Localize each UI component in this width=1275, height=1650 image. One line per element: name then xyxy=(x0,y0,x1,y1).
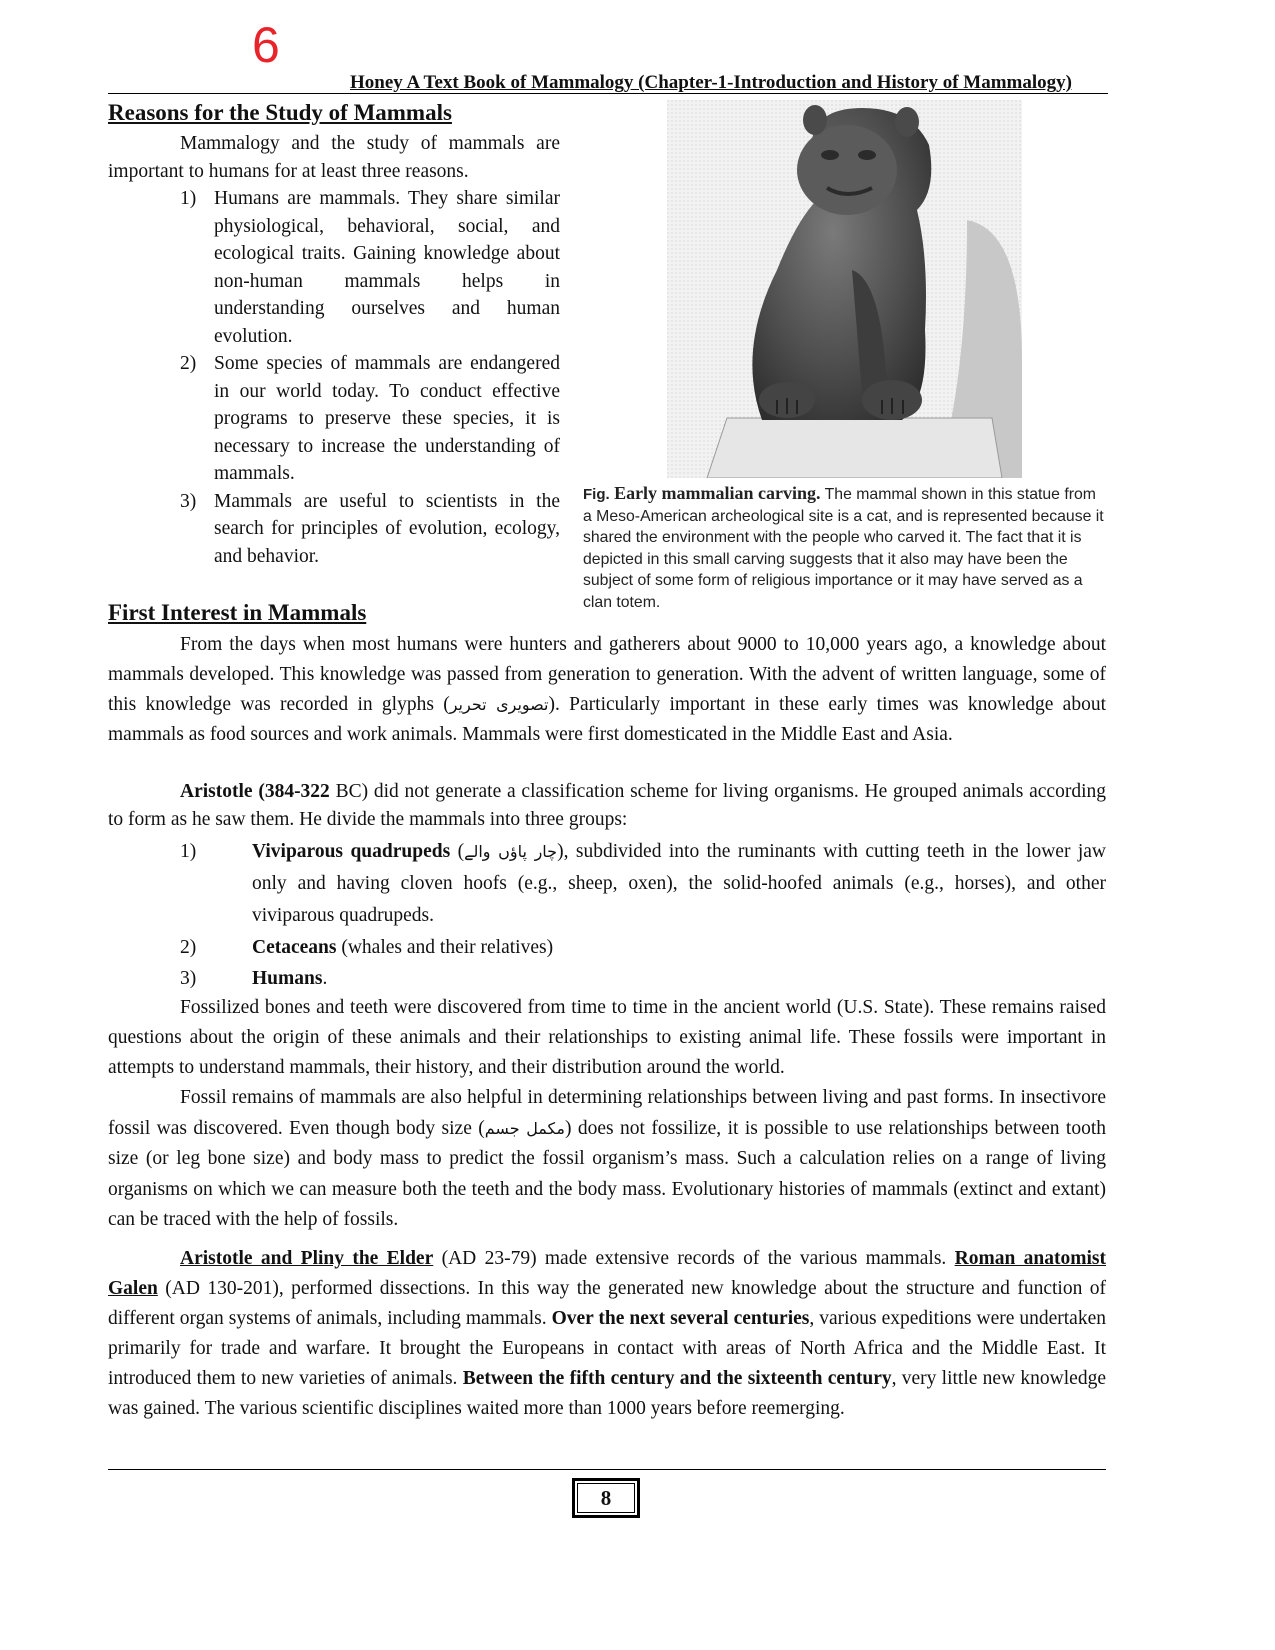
reasons-list xyxy=(180,185,560,570)
running-header: Honey A Text Book of Mammalogy (Chapter-1-Introduction and History of Mammalogy) xyxy=(350,72,1072,93)
paragraph-text: ). Particularly important in these early times was knowledge about mammals as food sources and work animals. Mammals were first domesticated in the Middle East and Asia. xyxy=(108,694,1106,745)
urdu-gloss: تصویری تحریر xyxy=(449,695,549,714)
history-paragraph xyxy=(108,1244,1106,1424)
paragraph-text: (AD 23-79) made extensive records of the various mammals. xyxy=(433,1248,955,1269)
list-item-text: Some species of mammals are endangered in our world today. To conduct effective programs to preserve these species, it is necessary to increase the understanding of mammals. xyxy=(214,353,560,484)
underlined-term: Aristotle and Pliny the Elder xyxy=(180,1248,434,1269)
figure-caption xyxy=(583,483,1105,613)
mammal-groups-list xyxy=(180,836,1106,994)
paragraph-text: ), subdivided into the ruminants with cutting teeth in the lower jaw only and having cloven hoofs (e.g., sheep, oxen), the solid-hoofed animals (e.g., horses), and other viviparous quadrupeds. xyxy=(252,841,1107,926)
underlined-term: Roman anatomist Galen xyxy=(108,1248,1106,1299)
list-item-text xyxy=(252,963,1106,994)
bold-term: Viviparous quadrupeds xyxy=(252,841,451,862)
list-item-number: 2) xyxy=(180,353,197,374)
page-number: 8 xyxy=(577,1483,635,1513)
paragraph-text: ( xyxy=(450,841,465,862)
reasons-intro: Mammalogy and the study of mammals are important to humans for at least three reasons. xyxy=(108,133,560,182)
fossils-paragraph: Fossilized bones and teeth were discovered from time to time in the ancient world (U.S. State). These remains raised questions about the origin of these animals and their relationships to existing animal life. These fossils were important in attempts to understand mammals, their history, and their distribution around the world. xyxy=(108,997,1106,1078)
list-item xyxy=(180,488,560,571)
figure-title: Early mammalian carving. xyxy=(614,483,821,503)
bold-term: Between the fifth century and the sixteenth century xyxy=(462,1368,892,1389)
list-item-text: Mammals are useful to scientists in the search for principles of evolution, ecology, and behavior. xyxy=(214,490,560,567)
list-item xyxy=(180,963,1106,994)
section-heading-first-interest: First Interest in Mammals xyxy=(108,600,367,625)
bold-term: Aristotle (384-322 xyxy=(180,781,330,802)
paragraph-text: , very little new knowledge was gained. The various scientific disciplines waited more than 1000 years before reemerging. xyxy=(108,1368,1106,1419)
list-item-text: Humans are mammals. They share similar physiological, behavioral, social, and ecological traits. Gaining knowledge about non-human mammals helps in understanding ourselves and human evolution. xyxy=(214,188,560,347)
urdu-gloss: مکمل جسم xyxy=(484,1118,565,1138)
list-item-number: 2) xyxy=(180,937,197,958)
paragraph-text: Fossil remains of mammals are also helpful in determining relationships between living and past forms. In insectivore fossil was discovered. Even though body size ( xyxy=(108,1087,1106,1139)
paragraph-text: ) does not fossilize, it is possible to use relationships between tooth size (or leg bone size) and body mass to predict the fossil organism’s mass. Such a calculation relies on a range of living organisms on which we can measure both the teeth and the body mass. Evolutionary histories of mammals (extinct and extant) can be traced with the help of fossils. xyxy=(108,1117,1107,1230)
bold-term: Over the next several centuries xyxy=(551,1308,810,1329)
paragraph-text: (whales and their relatives) xyxy=(336,937,554,958)
list-item-text xyxy=(252,932,1106,963)
page-number-box xyxy=(572,1478,640,1518)
list-item xyxy=(180,932,1106,963)
list-item-number: 3) xyxy=(180,490,197,512)
paragraph-text: . xyxy=(322,968,328,989)
paragraph-text: , various expeditions were undertaken primarily for trade and warfare. It brought the Europeans in contact with areas of North Africa and the Middle East. It introduced them to new varieties of animals. xyxy=(108,1308,1106,1389)
list-item xyxy=(180,836,1106,932)
bold-term: Humans xyxy=(252,968,323,989)
list-item-number: 1) xyxy=(180,188,197,209)
list-item xyxy=(180,350,560,488)
list-item-number: 3) xyxy=(180,968,197,989)
list-item-number: 1) xyxy=(180,841,197,862)
figure-label: Fig. xyxy=(583,486,610,503)
fossil-remains-paragraph xyxy=(108,1083,1106,1236)
aristotle-paragraph xyxy=(108,778,1106,833)
cat-carving-image xyxy=(667,100,1022,478)
footer-rule xyxy=(108,1469,1106,1470)
header-rule xyxy=(108,93,1108,94)
urdu-gloss: چار پاؤں والے xyxy=(464,842,558,861)
figure-caption-text: The mammal shown in this statue from a Meso-American archeological site is a cat, and is represented because it shared the environment with the people who carved it. The fact that it is depicted in this small carving suggests that it also may have been the subject of some form of religious importance or it may have served as a clan totem. xyxy=(583,486,1104,611)
bold-term: Cetaceans xyxy=(252,937,337,958)
list-item xyxy=(180,185,560,350)
section-heading-reasons: Reasons for the Study of Mammals xyxy=(108,100,452,125)
list-item-text xyxy=(252,836,1106,932)
paragraph-text: (AD 130-201), performed dissections. In this way the generated new knowledge about the structure and function of different organ systems of animals, including mammals. xyxy=(108,1278,1106,1329)
paragraph-text: From the days when most humans were hunters and gatherers about 9000 to 10,000 years ago, a knowledge about mammals developed. This knowledge was passed from generation to generation. With the advent of written language, some of this knowledge was recorded in glyphs ( xyxy=(108,634,1106,715)
chapter-number: 6 xyxy=(252,17,280,73)
first-interest-paragraph xyxy=(108,630,1106,750)
cat-carving-figure xyxy=(667,100,1022,478)
paragraph-text: BC) did not generate a classification scheme for living organisms. He grouped animals according to form as he saw them. He divide the mammals into three groups: xyxy=(108,781,1106,830)
